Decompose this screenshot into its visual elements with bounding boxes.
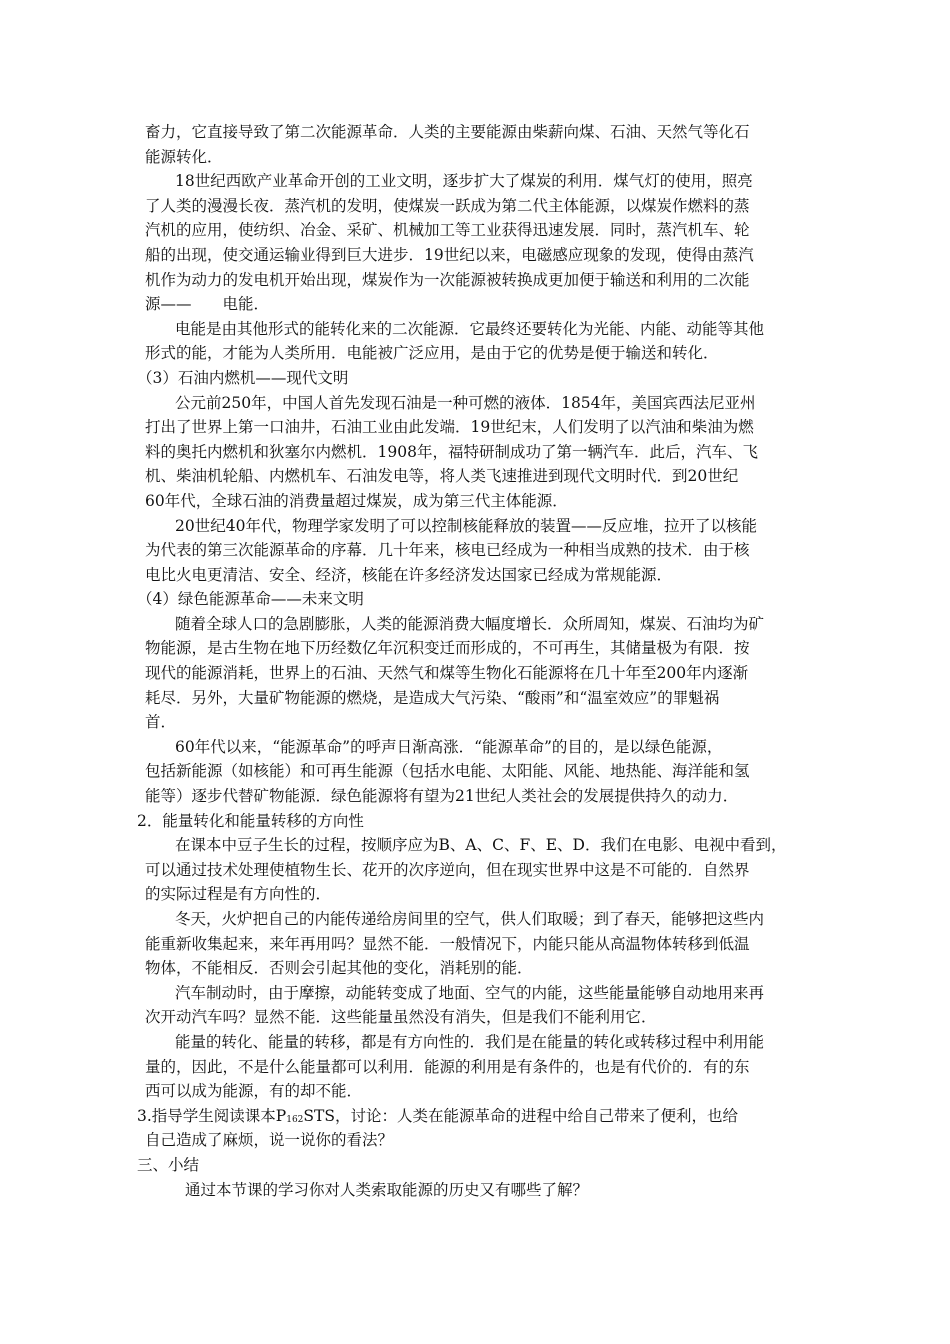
text-line: 电比火电更清洁、安全、经济，核能在许多经济发达国家已经成为常规能源． bbox=[145, 565, 673, 584]
summary-heading: 三、小结 bbox=[137, 1155, 200, 1174]
sts-instruction-line bbox=[137, 1104, 817, 1129]
document-body bbox=[137, 120, 817, 1202]
text-line: 冬天，火炉把自己的内能传递给房间里的空气，供人们取暖；到了春天，能够把这些内 bbox=[175, 910, 765, 928]
text-line: 船的出现，使交通运输业得到巨大进步．19世纪以来，电磁感应现象的发现，使得由蒸汽 bbox=[145, 245, 754, 264]
text-line: 机、柴油机轮船、内燃机车、石油发电等，将人类飞速推进到现代文明时代．到20世纪 bbox=[145, 467, 739, 486]
text-line: 可以通过技术处理使植物生长、花开的次序逆向，但在现实世界中这是不可能的．自然界 bbox=[145, 860, 750, 879]
text-line: 能等）逐步代替矿物能源．绿色能源将有望为21世纪人类社会的发展提供持久的动力． bbox=[145, 787, 739, 806]
text-line: 汽车制动时，由于摩擦，动能转变成了地面、空气的内能，这些能量能够自动地用来再 bbox=[175, 983, 765, 1002]
text-line: 20世纪40年代，物理学家发明了可以控制核能释放的装置——反应堆，拉开了以核能 bbox=[175, 516, 757, 535]
text-line: 的实际过程是有方向性的． bbox=[145, 885, 332, 904]
text-line: 首． bbox=[145, 713, 177, 732]
text-line: 物能源，是古生物在地下历经数亿年沉积变迁而形成的，不可再生，其储量极为有限．按 bbox=[145, 639, 750, 658]
section-heading: （3）石油内燃机——现代文明 bbox=[137, 368, 349, 387]
text-line: 次开动汽车吗？显然不能．这些能量虽然没有消失，但是我们不能利用它． bbox=[145, 1008, 657, 1027]
text-line: 能重新收集起来，来年再用吗？显然不能．一般情况下，内能只能从高温物体转移到低温 bbox=[145, 934, 750, 953]
text-line: 在课本中豆子生长的过程，按顺序应为B、A、C、F、E、D．我们在电影、电视中看到， bbox=[175, 836, 787, 855]
text-line: 60年代以来，“能源革命”的呼声日渐高涨．“能源革命”的目的，是以绿色能源， bbox=[175, 737, 723, 756]
text-line: 打出了世界上第一口油井，石油工业由此发端．19世纪末，人们发明了以汽油和柴油为燃 bbox=[145, 418, 754, 437]
text-line: 电能是由其他形式的能转化来的二次能源．它最终还要转化为光能、内能、动能等其他 bbox=[175, 319, 765, 338]
text-line: 包括新能源（如核能）和可再生能源（包括水电能、太阳能、风能、地热能、海洋能和氢 bbox=[145, 762, 750, 781]
text-line: 汽机的应用，使纺织、冶金、采矿、机械加工等工业获得迅速发展．同时，蒸汽机车、轮 bbox=[145, 221, 750, 240]
section-heading: 2．能量转化和能量转移的方向性 bbox=[137, 811, 364, 830]
text-line: 源—— 电能． bbox=[145, 295, 270, 314]
page-number-subscript: 162 bbox=[286, 1114, 304, 1125]
text-line: 能源转化． bbox=[145, 147, 223, 166]
text-line: 现代的能源消耗，世界上的石油、天然气和煤等生物化石能源将在几十年至200年内逐渐 bbox=[145, 664, 749, 683]
summary-question: 通过本节课的学习你对人类索取能源的历史又有哪些了解？ bbox=[185, 1180, 589, 1199]
text-line: 了人类的漫漫长夜．蒸汽机的发明，使煤炭一跃成为第二代主体能源，以煤炭作燃料的蒸 bbox=[145, 196, 750, 215]
text-line: 公元前250年，中国人首先发现石油是一种可燃的液体．1854年，美国宾西法尼亚州 bbox=[175, 393, 756, 412]
text-line: 料的奥托内燃机和狄塞尔内燃机．1908年，福特研制成功了第一辆汽车．此后，汽车、飞 bbox=[145, 442, 758, 461]
text-line: 耗尽．另外，大量矿物能源的燃烧，是造成大气污染、“酸雨”和“温室效应”的罪魁祸 bbox=[145, 688, 720, 707]
text-line: 物体，不能相反．否则会引起其他的变化，消耗别的能． bbox=[145, 959, 533, 978]
text-line: 能量的转化、能量的转移，都是有方向性的．我们是在能量的转化或转移过程中利用能 bbox=[175, 1032, 765, 1051]
text-line: 机作为动力的发电机开始出现，煤炭作为一次能源被转换成更加便于输送和利用的二次能 bbox=[145, 270, 750, 289]
text-line: 量的，因此，不是什么能量都可以利用．能源的利用是有条件的，也是有代价的．有的东 bbox=[145, 1057, 750, 1076]
sts-suffix: STS，讨论：人类在能源革命的进程中给自己带来了便利，也给 bbox=[303, 1106, 738, 1125]
text-line: 畜力，它直接导致了第二次能源革命．人类的主要能源由柴薪向煤、石油、天然气等化石 bbox=[145, 123, 750, 141]
text-line: 为代表的第三次能源革命的序幕．几十年来，核电已经成为一种相当成熟的技术．由于核 bbox=[145, 541, 750, 560]
text-line: 随着全球人口的急剧膨胀，人类的能源消费大幅度增长．众所周知，煤炭、石油均为矿 bbox=[175, 614, 765, 633]
text-line: 形式的能，才能为人类所用．电能被广泛应用，是由于它的优势是便于输送和转化． bbox=[145, 344, 719, 363]
text-line: 西可以成为能源，有的却不能． bbox=[145, 1082, 363, 1101]
section-heading: （4）绿色能源革命——未来文明 bbox=[137, 590, 364, 609]
text-line: 60年代，全球石油的消费量超过煤炭，成为第三代主体能源． bbox=[145, 491, 568, 510]
text-line: 18世纪西欧产业革命开创的工业文明，逐步扩大了煤炭的利用．煤气灯的使用，照亮 bbox=[175, 172, 753, 191]
text-line: 自己造成了麻烦，说一说你的看法？ bbox=[145, 1131, 394, 1150]
sts-prefix: 3.指导学生阅读课本P bbox=[137, 1106, 287, 1125]
